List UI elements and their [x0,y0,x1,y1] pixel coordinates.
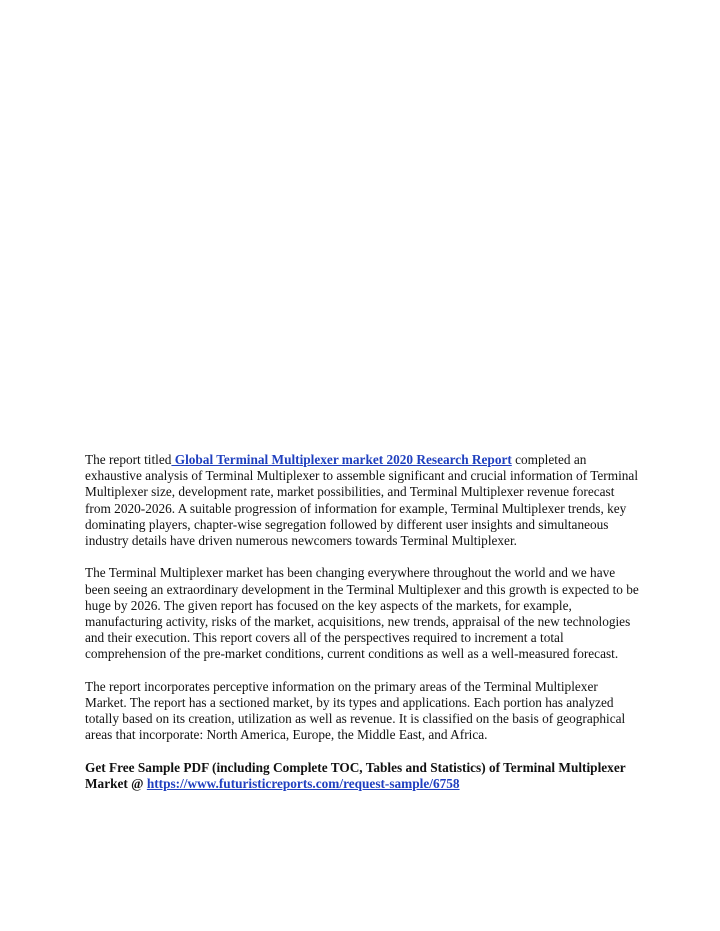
paragraph-intro [85,452,640,549]
report-title-link[interactable]: Global Terminal Multiplexer market 2020 Research Report [171,452,512,467]
sample-request-link[interactable]: https://www.futuristicreports.com/request-sample/6758 [146,776,460,792]
paragraph-sample-cta [85,760,640,792]
article-body [85,452,640,808]
intro-text-start: The report titled [85,452,172,467]
sample-cta-text: Get Free Sample PDF (including Complete TOC, Tables and Statistics) of Terminal Multiplexer Market @ [85,759,626,792]
paragraph-report-scope: The report incorporates perceptive information on the primary areas of the Terminal Multiplexer Market. The report has a sectioned market, by its types and applications. Each portion has analyzed totally based on its creation, utilization as well as revenue. It is classified on the basis of geographical areas that incorporate: North America, Europe, the Middle East, and Africa. [85,678,626,743]
paragraph-market-changes: The Terminal Multiplexer market has been changing everywhere throughout the world and we have been seeing an extraordinary development in the Terminal Multiplexer and this growth is expected to be huge by 2026. The given report has focused on the key aspects of the markets, for example, manufacturing activity, risks of the market, acquisitions, new trends, appraisal of the new technologies and their execution. This report covers all of the perspectives required to increment a total comprehension of the pre-market conditions, current conditions as well as a well-measured forecast. [85,565,639,662]
intro-text-end: completed an exhaustive analysis of Terminal Multiplexer to assemble significant and crucial information of Terminal Multiplexer size, development rate, market possibilities, and Terminal Multiplexer revenue forecast from 2020-2026. A suitable progression of information for example, Terminal Multiplexer trends, key dominating players, chapter-wise segregation followed by different user insights and simultaneous industry details have driven numerous newcomers towards Terminal Multiplexer. [85,452,639,549]
